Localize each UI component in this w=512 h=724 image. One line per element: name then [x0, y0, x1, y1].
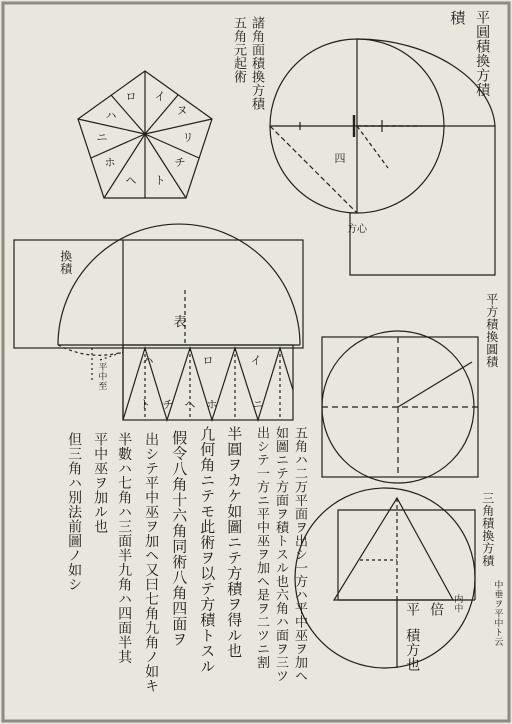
- triangle-label: 平: [404, 602, 421, 617]
- pentagon-kana: ヘ: [125, 174, 137, 187]
- body-text-col: 如圖ニテ方面ヲ積トスル也六角ハ面ヲ三ツ: [272, 426, 288, 683]
- pentagon-kana: リ: [182, 131, 194, 144]
- triangle-label: 積方也: [404, 628, 421, 672]
- pentagon-title-line1: 諸角面積換方積: [248, 16, 264, 111]
- strip-kana: ロ: [202, 354, 214, 367]
- body-text-col: 假令八角十六角同術八角四面ヲ: [170, 430, 189, 647]
- square-to-circle-figure: [322, 331, 478, 483]
- body-text-col: 平中巫ヲ加ル也: [92, 432, 109, 534]
- body-text-col: 半數ハ七角ハ三面半九角ハ四面半其: [116, 432, 133, 664]
- strip-kana: ホ: [206, 398, 218, 411]
- triangle-note: 中垂ヲ平中ト云: [492, 580, 503, 647]
- heichu-label: 平中至: [96, 362, 107, 391]
- triangle-title: 三角積換方積: [480, 492, 495, 567]
- triangle-label: 倍: [428, 602, 445, 617]
- strip-kana: ハ: [142, 354, 154, 367]
- strip-kana: イ: [250, 354, 262, 367]
- pentagon-kana: ニ: [96, 131, 108, 144]
- pentagon-title-line2: 五角元起術: [230, 16, 246, 84]
- body-text-col: 出シテ平中巫ヲ加ヘ又曰七角九角ノ如キ: [143, 432, 160, 693]
- center-label: 方心: [347, 224, 367, 235]
- triangle-note: 内中: [452, 594, 463, 613]
- circle-title: 平圓積換方積: [474, 10, 491, 97]
- body-text-col: 但三角ハ別法前圖ノ如シ: [66, 432, 83, 592]
- square-title: 平方積換圓積: [484, 293, 499, 368]
- strip-kana: チ: [162, 398, 174, 411]
- pentagon-kana: ヌ: [176, 104, 188, 117]
- body-text-col: 半圓ヲカケ如圖ニテ方積ヲ得ル也: [225, 426, 244, 659]
- strip-kana: ヘ: [184, 398, 196, 411]
- body-text-col: 五角ハ二万平面ヲ出シ一方ハ平中巫ヲ加ヘ: [291, 426, 307, 683]
- kanseki-label: 換積: [58, 250, 73, 275]
- seki-corner-label: 積: [448, 10, 467, 26]
- ji-label: 四: [334, 152, 346, 165]
- pentagon-kana: ハ: [105, 109, 117, 122]
- strip-kana: ニ: [252, 398, 264, 411]
- hyo-label: 表: [173, 315, 187, 330]
- circle-to-square-figure: [270, 39, 495, 275]
- strip-kana: ト: [139, 398, 151, 411]
- body-text-col: 凢何角ニテモ此術ヲ以テ方積トスル: [198, 426, 217, 674]
- pentagon-kana: ト: [154, 174, 166, 187]
- pentagon-kana: ロ: [125, 90, 137, 103]
- pentagon-kana: イ: [154, 90, 166, 103]
- body-text-col: 出シテ一方ニ平中巫ヲ加ヘ是ヲ二ツニ割: [253, 426, 269, 669]
- pentagon-kana: チ: [174, 156, 186, 169]
- triangle-to-square-figure: [295, 488, 475, 668]
- pentagon-kana: ホ: [104, 156, 116, 169]
